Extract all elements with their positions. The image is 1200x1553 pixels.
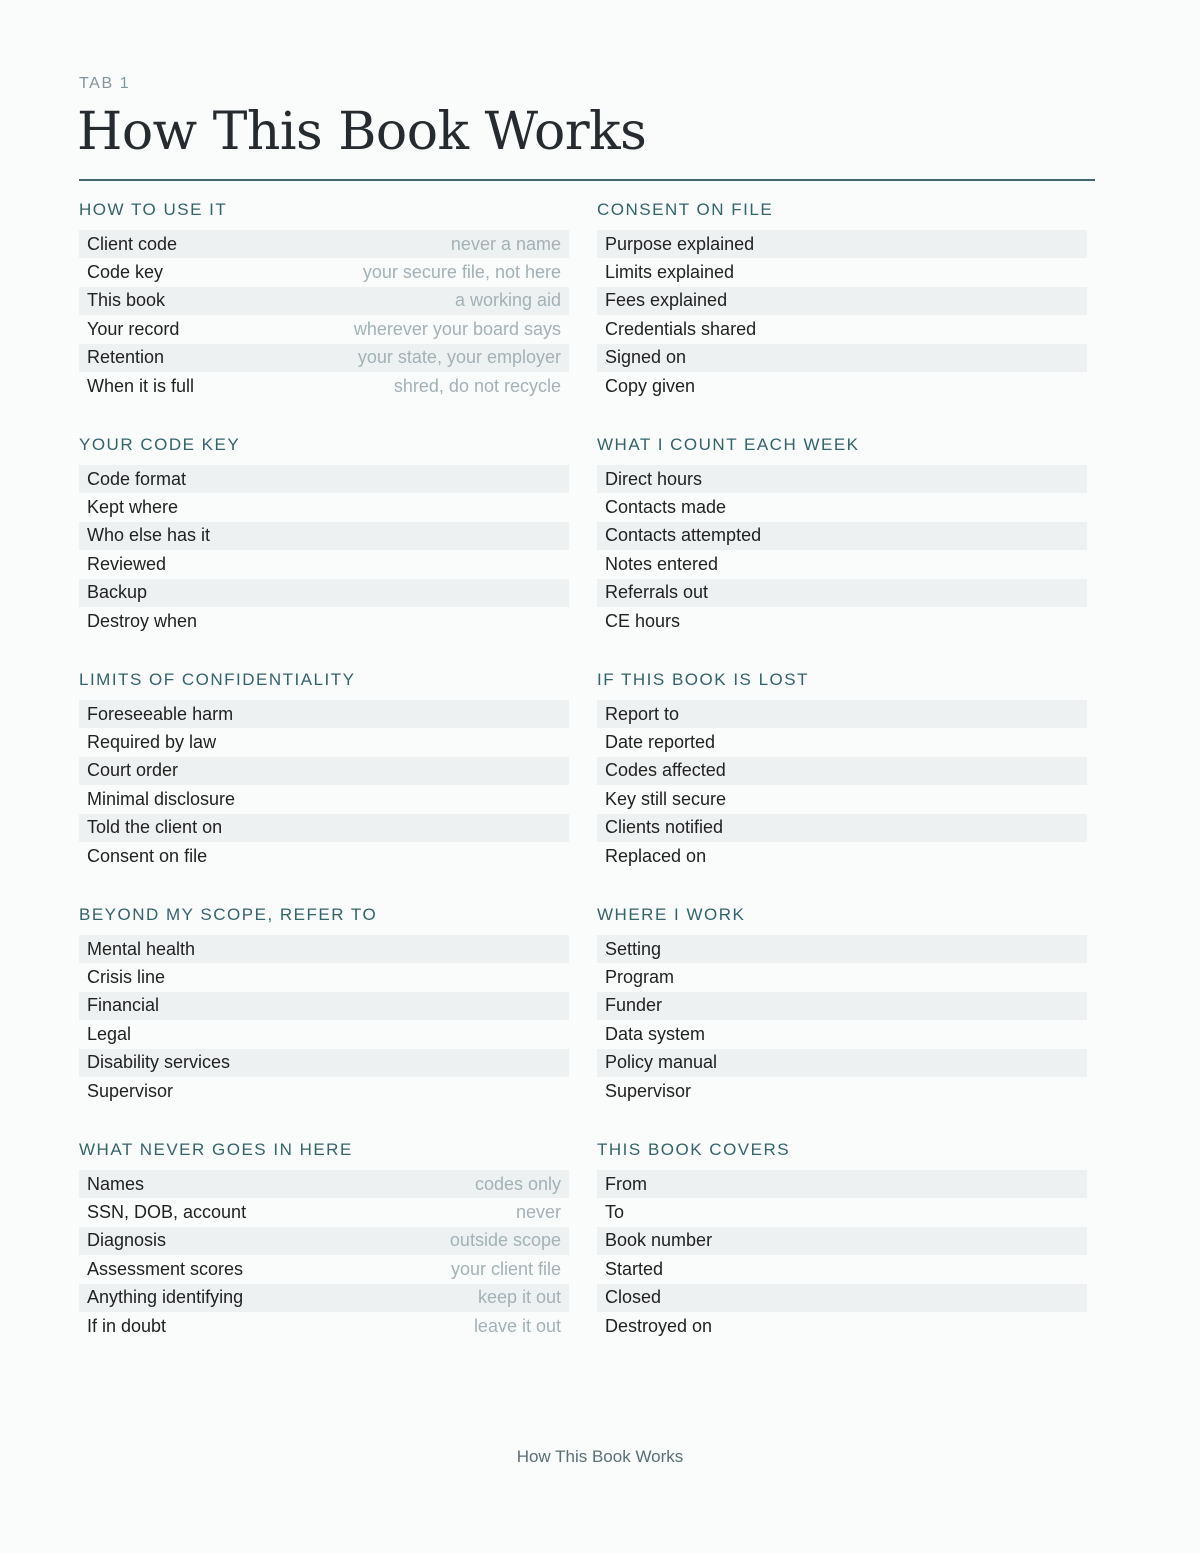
field-label: Destroy when (87, 610, 198, 631)
field-label: Reviewed (87, 553, 167, 574)
section-heading: WHERE I WORK (597, 905, 746, 924)
field-hint: never a name (450, 233, 561, 254)
field-label: Direct hours (605, 468, 703, 489)
field-list (79, 700, 569, 870)
field-label: Contacts attempted (605, 525, 762, 546)
field-row[interactable] (79, 1077, 569, 1105)
field-row[interactable] (79, 1227, 569, 1255)
field-row[interactable] (597, 785, 1087, 813)
field-row[interactable] (597, 287, 1087, 315)
title-divider (79, 179, 1095, 181)
field-row[interactable] (597, 1284, 1087, 1312)
section-what-i-count-each-week (597, 434, 1087, 669)
field-label: Required by law (87, 732, 217, 753)
field-hint: a working aid (454, 290, 561, 311)
section-heading: IF THIS BOOK IS LOST (597, 670, 810, 689)
section-if-this-book-is-lost (597, 669, 1087, 904)
section-heading: LIMITS OF CONFIDENTIALITY (79, 670, 356, 689)
section-where-i-work (597, 904, 1087, 1139)
field-label: Minimal disclosure (87, 788, 236, 809)
field-label: Codes affected (605, 760, 726, 781)
field-row[interactable] (597, 1049, 1087, 1077)
section-your-code-key (79, 434, 569, 669)
field-label: Mental health (87, 938, 196, 959)
field-label: SSN, DOB, account (87, 1202, 247, 1223)
section-consent-on-file (597, 199, 1087, 434)
field-label: Program (605, 967, 675, 988)
section-heading: YOUR CODE KEY (79, 435, 241, 454)
field-label: Copy given (605, 375, 696, 396)
field-label: When it is full (87, 375, 195, 396)
field-label: Setting (605, 938, 662, 959)
field-label: Assessment scores (87, 1258, 244, 1279)
field-row[interactable] (79, 842, 569, 870)
field-hint: shred, do not recycle (393, 375, 561, 396)
field-label: Purpose explained (605, 233, 755, 254)
field-hint: wherever your board says (353, 318, 561, 339)
field-row[interactable] (597, 935, 1087, 963)
field-row[interactable] (597, 992, 1087, 1020)
field-row[interactable] (79, 1020, 569, 1048)
field-hint: your client file (450, 1258, 561, 1279)
field-row[interactable] (597, 258, 1087, 286)
field-label: Clients notified (605, 817, 724, 838)
field-row[interactable] (597, 963, 1087, 991)
field-row[interactable] (597, 372, 1087, 400)
field-row[interactable] (597, 1312, 1087, 1340)
tab-label: TAB 1 (79, 75, 131, 92)
field-label: If in doubt (87, 1315, 167, 1336)
field-row[interactable] (79, 1284, 569, 1312)
field-row[interactable] (597, 344, 1087, 372)
field-label: Court order (87, 760, 179, 781)
field-row[interactable] (597, 814, 1087, 842)
field-label: Credentials shared (605, 318, 757, 339)
field-hint: keep it out (477, 1287, 561, 1308)
field-row[interactable] (79, 1049, 569, 1077)
field-row[interactable] (597, 757, 1087, 785)
field-label: This book (87, 290, 166, 311)
field-row[interactable] (597, 1227, 1087, 1255)
field-label: Book number (605, 1230, 713, 1251)
field-hint: outside scope (449, 1230, 561, 1251)
field-label: Crisis line (87, 967, 166, 988)
field-list (597, 230, 1087, 400)
section-beyond-my-scope-refer-to (79, 904, 569, 1139)
field-label: Limits explained (605, 262, 735, 283)
field-label: Replaced on (605, 845, 707, 866)
field-row[interactable] (597, 1020, 1087, 1048)
field-row[interactable] (79, 258, 569, 286)
field-row[interactable] (79, 992, 569, 1020)
field-label: Funder (605, 995, 663, 1016)
field-list (79, 465, 569, 635)
section-heading: WHAT I COUNT EACH WEEK (597, 435, 860, 454)
field-label: Who else has it (87, 525, 211, 546)
field-row[interactable] (79, 814, 569, 842)
field-label: Foreseeable harm (87, 703, 234, 724)
field-row[interactable] (597, 607, 1087, 635)
field-label: Kept where (87, 497, 179, 518)
field-list (597, 1170, 1087, 1340)
field-row[interactable] (79, 785, 569, 813)
field-row[interactable] (79, 1198, 569, 1226)
field-row[interactable] (79, 728, 569, 756)
field-label: Backup (87, 582, 148, 603)
section-limits-of-confidentiality (79, 669, 569, 904)
field-hint: codes only (474, 1173, 561, 1194)
field-label: Disability services (87, 1052, 231, 1073)
field-label: Names (87, 1173, 145, 1194)
field-list (597, 700, 1087, 870)
field-row[interactable] (79, 344, 569, 372)
field-label: Destroyed on (605, 1315, 713, 1336)
section-heading: THIS BOOK COVERS (597, 1140, 791, 1159)
field-row[interactable] (79, 315, 569, 343)
field-hint: leave it out (473, 1315, 561, 1336)
field-label: Told the client on (87, 817, 223, 838)
page-title: How This Book Works (77, 102, 647, 162)
field-label: Fees explained (605, 290, 728, 311)
field-label: Key still secure (605, 788, 727, 809)
field-label: Anything identifying (87, 1287, 244, 1308)
field-label: Code key (87, 262, 164, 283)
field-label: To (605, 1202, 625, 1223)
field-row[interactable] (597, 1077, 1087, 1105)
field-row[interactable] (79, 757, 569, 785)
field-row[interactable] (79, 700, 569, 728)
field-row[interactable] (79, 287, 569, 315)
field-label: Supervisor (605, 1080, 692, 1101)
field-label: Supervisor (87, 1080, 174, 1101)
section-heading: HOW TO USE IT (79, 200, 228, 219)
field-row[interactable] (79, 579, 569, 607)
field-row[interactable] (79, 963, 569, 991)
field-row[interactable] (597, 1170, 1087, 1198)
field-label: Signed on (605, 347, 687, 368)
field-row[interactable] (597, 550, 1087, 578)
field-label: Retention (87, 347, 165, 368)
section-how-to-use-it (79, 199, 569, 434)
field-label: Client code (87, 233, 178, 254)
field-hint: your state, your employer (357, 347, 561, 368)
field-row[interactable] (79, 522, 569, 550)
field-row[interactable] (597, 579, 1087, 607)
field-label: Referrals out (605, 582, 709, 603)
field-label: Legal (87, 1023, 132, 1044)
field-hint: your secure file, not here (362, 262, 561, 283)
field-label: Data system (605, 1023, 706, 1044)
section-heading: BEYOND MY SCOPE, REFER TO (79, 905, 378, 924)
section-what-never-goes-in-here (79, 1139, 569, 1374)
field-list (597, 935, 1087, 1105)
field-hint: never (515, 1202, 561, 1223)
field-list (79, 935, 569, 1105)
field-label: Code format (87, 468, 187, 489)
field-label: Report to (605, 703, 680, 724)
field-label: Closed (605, 1287, 662, 1308)
field-row[interactable] (79, 1312, 569, 1340)
field-row[interactable] (597, 1255, 1087, 1283)
field-row[interactable] (79, 493, 569, 521)
field-row[interactable] (597, 728, 1087, 756)
field-row[interactable] (597, 842, 1087, 870)
field-label: Notes entered (605, 553, 719, 574)
field-row[interactable] (597, 465, 1087, 493)
field-label: Your record (87, 318, 180, 339)
field-list (79, 230, 569, 400)
field-row[interactable] (597, 700, 1087, 728)
field-row[interactable] (79, 550, 569, 578)
field-label: Policy manual (605, 1052, 718, 1073)
field-label: CE hours (605, 610, 681, 631)
field-row[interactable] (79, 372, 569, 400)
field-label: Financial (87, 995, 160, 1016)
field-label: Consent on file (87, 845, 208, 866)
field-row[interactable] (79, 1170, 569, 1198)
field-row[interactable] (597, 315, 1087, 343)
field-row[interactable] (597, 493, 1087, 521)
field-row[interactable] (79, 1255, 569, 1283)
field-row[interactable] (79, 465, 569, 493)
field-row[interactable] (79, 230, 569, 258)
field-label: Started (605, 1258, 664, 1279)
page-footer: How This Book Works (516, 1447, 684, 1466)
section-this-book-covers (597, 1139, 1087, 1374)
field-row[interactable] (597, 230, 1087, 258)
field-label: Contacts made (605, 497, 727, 518)
field-label: Diagnosis (87, 1230, 167, 1251)
section-heading: CONSENT ON FILE (597, 200, 774, 219)
field-list (597, 465, 1087, 635)
field-row[interactable] (79, 935, 569, 963)
field-label: From (605, 1173, 647, 1194)
field-row[interactable] (79, 607, 569, 635)
field-row[interactable] (597, 522, 1087, 550)
field-list (79, 1170, 569, 1340)
field-label: Date reported (605, 732, 716, 753)
section-heading: WHAT NEVER GOES IN HERE (79, 1140, 353, 1159)
field-row[interactable] (597, 1198, 1087, 1226)
sections-grid (79, 199, 1087, 1374)
